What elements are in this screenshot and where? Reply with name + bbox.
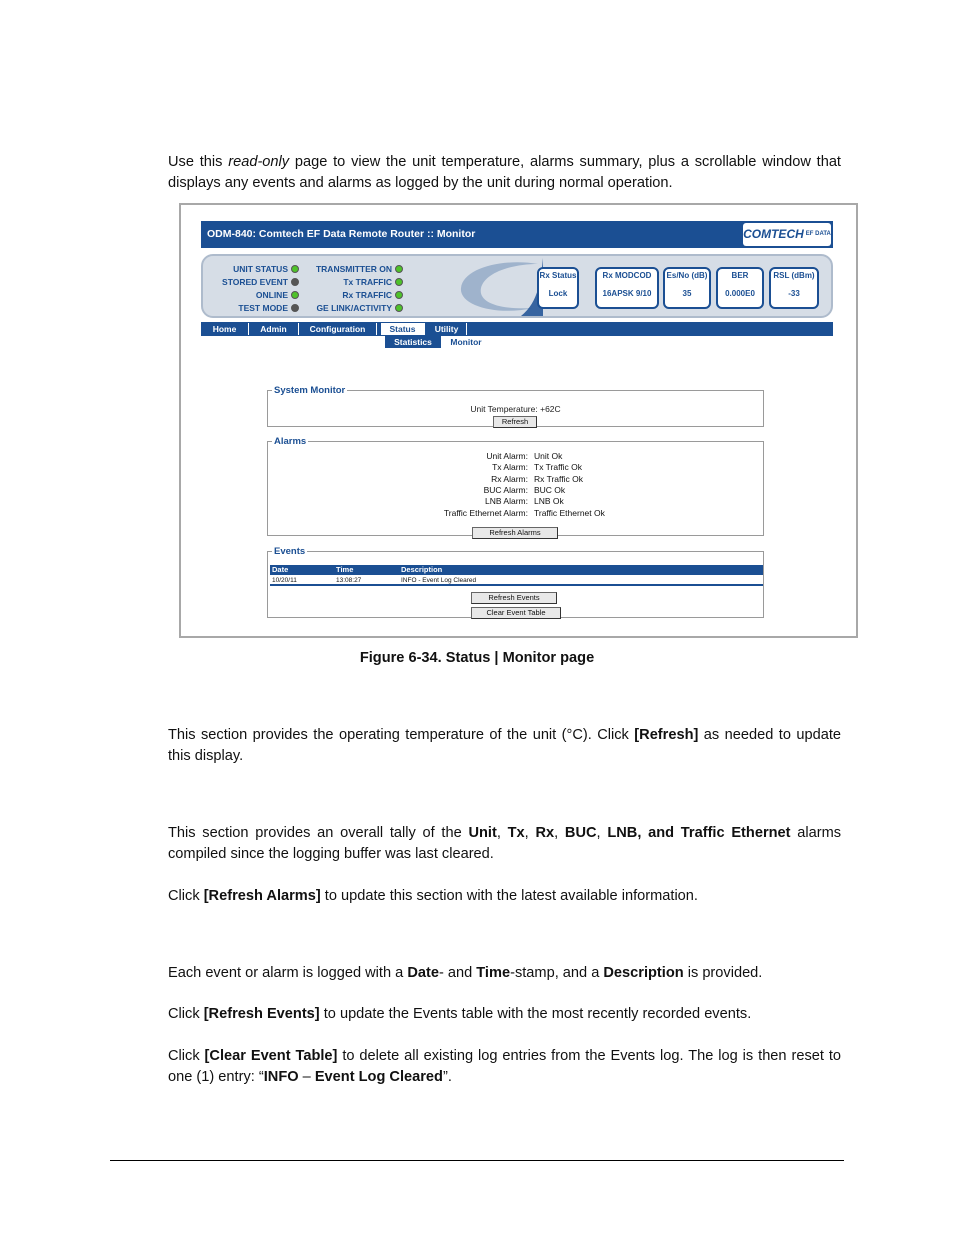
ct-text-end: ”. [442,1069,452,1085]
refresh-events-paragraph [168,1004,841,1025]
alarm-value: Unit Ok [534,451,563,461]
alarms-group [267,436,764,536]
alarms-sep: , [596,825,608,841]
alarms-bold-rx: Rx [535,825,555,841]
subtab-monitor[interactable]: Monitor [443,336,489,348]
alarm-label: LNB Alarm: [485,496,528,507]
re-bold: [Refresh Events] [203,1006,320,1022]
alarms-bold-unit: Unit [468,825,497,841]
main-navbar [201,322,833,336]
cell-time: 13:08:27 [336,577,362,584]
clear-event-table-button[interactable]: Clear Event Table [471,607,561,619]
ev-text-end: is provided. [683,965,763,981]
indicator-transmitter-on [301,264,403,274]
status-led-icon [395,278,403,286]
meter-label: Rx Status [539,271,577,280]
alarm-label: BUC Alarm: [483,484,528,495]
alarms-paragraph [168,823,841,865]
monitor-page-screenshot [179,203,858,638]
meter-label: BER [731,271,749,280]
ct-dash: – [298,1069,315,1085]
meter-rx-status [537,267,579,309]
alarms-sep: , [554,825,565,841]
system-monitor-legend: System Monitor [274,385,346,396]
status-led-icon [291,278,299,286]
temp-value: +62C [540,404,561,414]
cell-date: 10/20/11 [272,577,297,584]
ra-text-end: to update this section with the latest available information. [320,888,698,904]
meter-value: Lock [548,289,568,298]
ct-text: to delete all existing log entries from the Events log. The log is then reset to one (1) entry: “ [168,1048,842,1085]
alarm-row [268,508,763,519]
meter-value: 0.000E0 [725,289,755,298]
alarm-row [268,451,763,462]
indicator-label: ONLINE [255,290,288,300]
subtab-statistics[interactable]: Statistics [385,336,441,348]
footer-rule [110,1160,844,1161]
indicator-label: GE LINK/ACTIVITY [316,303,392,313]
status-led-icon [291,291,299,299]
alarm-label: Traffic Ethernet Alarm: [443,507,528,518]
re-text-end: to update the Events table with the most recently recorded events. [319,1006,752,1022]
status-panel [201,254,833,318]
temp-para-text: This section provides the operating temperature of the unit (°C). Click [168,727,635,743]
ra-text: Click [168,888,204,904]
indicator-test-mode [203,303,299,313]
indicator-label: STORED EVENT [222,277,288,287]
indicator-unit-status [203,264,299,274]
indicator-label: Rx TRAFFIC [342,290,392,300]
col-time: Time [336,565,354,574]
alarm-value: Tx Traffic Ok [534,462,583,473]
swoosh-graphic [443,258,543,316]
intro-text: Use this [168,154,229,170]
tab-utility[interactable]: Utility [427,323,467,335]
indicator-online [203,290,299,300]
alarm-label: Unit Alarm: [486,451,528,461]
alarm-label: Tx Alarm: [492,462,528,473]
meter-value: 35 [682,289,692,298]
events-paragraph [168,963,841,984]
ev-bold-description: Description [603,965,684,981]
meter-value: 16APSK 9/10 [602,289,652,298]
meter-label: RSL (dBm) [773,271,815,280]
alarm-value: BUC Ok [534,484,566,495]
tab-home[interactable]: Home [201,323,249,335]
ev-text: - and [438,965,477,981]
comtech-logo [743,223,831,246]
system-monitor-group [267,385,764,427]
meter-value: -33 [788,289,800,298]
refresh-button[interactable]: Refresh [493,416,537,428]
logo-sub: EF DATA [805,231,831,238]
indicator-label: TRANSMITTER ON [315,264,392,274]
alarms-para-text: This section provides an overall tally of the [168,825,469,841]
intro-text-end: page to view the unit temperature, alarms summary, plus a scrollable window that displays any events and alarms as logged by the unit during normal operation. [168,154,841,191]
alarm-value: Rx Traffic Ok [534,473,583,484]
ct-text: Click [168,1048,205,1064]
table-row [270,575,763,586]
alarms-bold-tx: Tx [507,825,525,841]
meter-label: Es/No (dB) [666,271,708,280]
temp-label: Unit Temperature: [470,404,538,414]
window-titlebar [201,221,833,248]
alarm-row [268,485,763,496]
events-group [267,546,764,618]
intro-italic: read-only [228,154,290,170]
tab-configuration[interactable]: Configuration [299,323,377,335]
tab-status[interactable]: Status [381,323,425,335]
indicator-label: TEST MODE [238,303,288,313]
tab-admin[interactable]: Admin [249,323,299,335]
status-led-icon [291,265,299,273]
alarm-value: LNB Ok [534,496,564,507]
ev-text: Each event or alarm is logged with a [168,965,408,981]
alarm-row [268,462,763,473]
alarms-bold-buc: BUC [564,825,597,841]
alarm-value: Traffic Ethernet Ok [534,507,605,518]
alarm-row [268,496,763,507]
ev-bold-time: Time [476,965,511,981]
alarm-row [268,474,763,485]
status-led-icon [395,304,403,312]
ct-bold-info: INFO [263,1069,299,1085]
indicator-label: UNIT STATUS [233,264,288,274]
temperature-paragraph [168,725,841,767]
unit-temperature [268,404,763,414]
status-led-icon [395,265,403,273]
alarms-legend: Alarms [274,436,307,447]
refresh-alarms-paragraph [168,886,841,907]
indicator-label: Tx TRAFFIC [343,277,392,287]
re-text: Click [168,1006,204,1022]
meter-label: Rx MODCOD [602,271,652,280]
temp-para-bold: [Refresh] [634,727,699,743]
col-description: Description [401,565,443,574]
refresh-alarms-button[interactable]: Refresh Alarms [472,527,558,539]
ct-bold: [Clear Event Table] [204,1048,338,1064]
cell-description: INFO - Event Log Cleared [401,577,477,584]
clear-table-paragraph [168,1046,841,1088]
intro-paragraph [168,152,841,194]
indicator-stored-event [203,277,299,287]
events-legend: Events [274,546,306,557]
meter-ber [716,267,764,309]
alarms-para-text-end: alarms compiled since the logging buffer was last cleared. [168,825,842,862]
figure-caption: Figure 6-34. Status | Monitor page [359,650,595,666]
status-led-icon [291,304,299,312]
logo-name: COMTECH [743,227,804,241]
ev-bold-date: Date [407,965,439,981]
ct-bold-cleared: Event Log Cleared [314,1069,443,1085]
status-led-icon [395,291,403,299]
ra-bold: [Refresh Alarms] [203,888,321,904]
indicator-tx-traffic [301,277,403,287]
alarms-sep: , [524,825,536,841]
meter-rx-modcod [595,267,659,309]
meter-rsl-dbm [769,267,819,309]
alarm-label: Rx Alarm: [491,473,528,484]
meter-es-no-db [663,267,711,309]
alarms-sep: , [496,825,508,841]
events-table-header [270,565,763,575]
ev-text: -stamp, and a [510,965,604,981]
window-title: ODM-840: Comtech EF Data Remote Router :: Monitor [207,228,476,240]
indicator-rx-traffic [301,290,403,300]
indicator-ge-link-activity [301,303,403,313]
refresh-events-button[interactable]: Refresh Events [471,592,557,604]
col-date: Date [272,565,289,574]
alarms-bold-rest: LNB, and Traffic Ethernet [607,825,791,841]
temp-para-text-end: as needed to update this display. [168,727,842,764]
